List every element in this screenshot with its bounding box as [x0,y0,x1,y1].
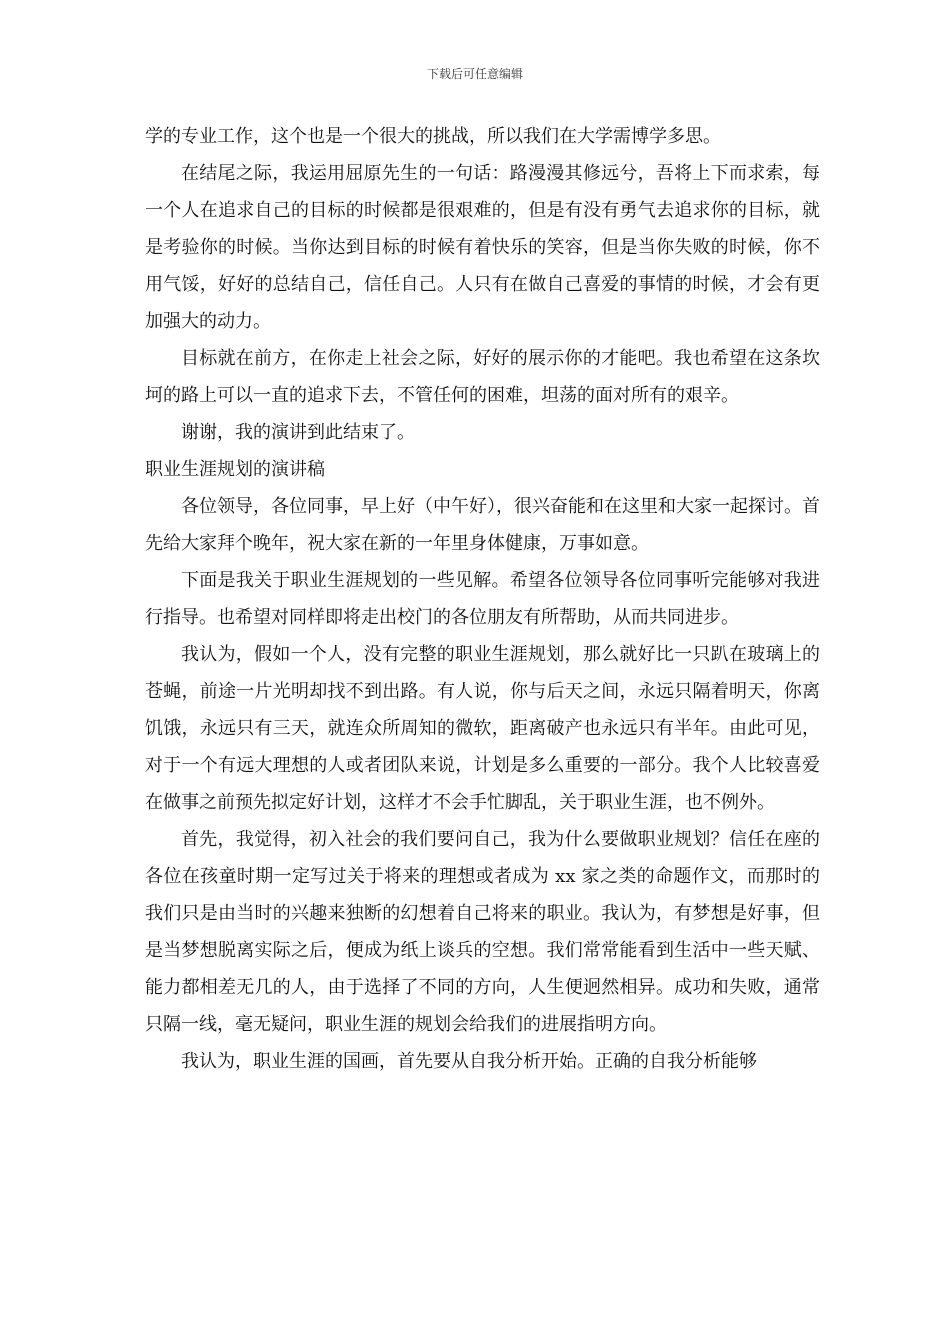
section-title: 职业生涯规划的演讲稿 [145,459,325,480]
document-body [145,118,820,1080]
paragraph-conclusion: 在结尾之际，我运用屈原先生的一句话：路漫漫其修远兮，吾将上下而求索，每一个人在追求自己的目标的时候都是很艰难的，但是有没有勇气去追求你的目标，就是考验你的时候。当你达到目标的时候有着快乐的笑容，但是当你失败的时候，你不用气馁，好好的总结自己，信任自己。人只有在做自己喜爱的事情的时候，才会有更加强大的动力。 [145,163,820,332]
paragraph-intro: 下面是我关于职业生涯规划的一些见解。希望各位领导各位同事听完能够对我进行指导。也希望对同样即将走出校门的各位朋友有所帮助，从而共同进步。 [145,570,820,628]
page-header: 下载后可任意编辑 [426,67,523,81]
paragraph-planning: 我认为，假如一个人，没有完整的职业生涯规划，那么就好比一只趴在玻璃上的苍蝇，前途一片光明却找不到出路。有人说，你与后天之间，永远只隔着明天，你离饥饿，永远只有三天，就连众所周知的微软，距离破产也永远只有半年。由此可见，对于一个有远大理想的人或者团队来说，计划是多么重要的一部分。我个人比较喜爱在做事之前预先拟定好计划，这样才不会手忙脚乱，关于职业生涯，也不例外。 [145,644,820,813]
paragraph-self-analysis: 我认为，职业生涯的国画，首先要从自我分析开始。正确的自我分析能够 [181,1051,757,1072]
paragraph-why: 首先，我觉得，初入社会的我们要问自己，我为什么要做职业规划？信任在座的各位在孩童时期一定写过关于将来的理想或者成为 xx 家之类的命题作文，而那时的我们只是由当时的兴趣来独断的幻想着自己将来的职业。我认为，有梦想是好事，但是当梦想脱离实际之后，便成为纸上谈兵的空想。我们常常能看到生活中一些天赋、能力都相差无几的人，由于选择了不同的方向，人生便迥然相异。成功和失败，通常只隔一线，毫无疑问，职业生涯的规划会给我们的进展指明方向。 [145,829,820,1035]
paragraph-goal: 目标就在前方，在你走上社会之际，好好的展示你的才能吧。我也希望在这条坎坷的路上可以一直的追求下去，不管任何的困难，坦荡的面对所有的艰辛。 [145,348,820,406]
paragraph-greeting: 各位领导，各位同事，早上好（中午好），很兴奋能和在这里和大家一起探讨。首先给大家拜个晚年，祝大家在新的一年里身体健康，万事如意。 [145,496,820,554]
paragraph-continuation: 学的专业工作，这个也是一个很大的挑战，所以我们在大学需博学多思。 [145,126,721,147]
paragraph-thanks: 谢谢，我的演讲到此结束了。 [181,422,415,443]
